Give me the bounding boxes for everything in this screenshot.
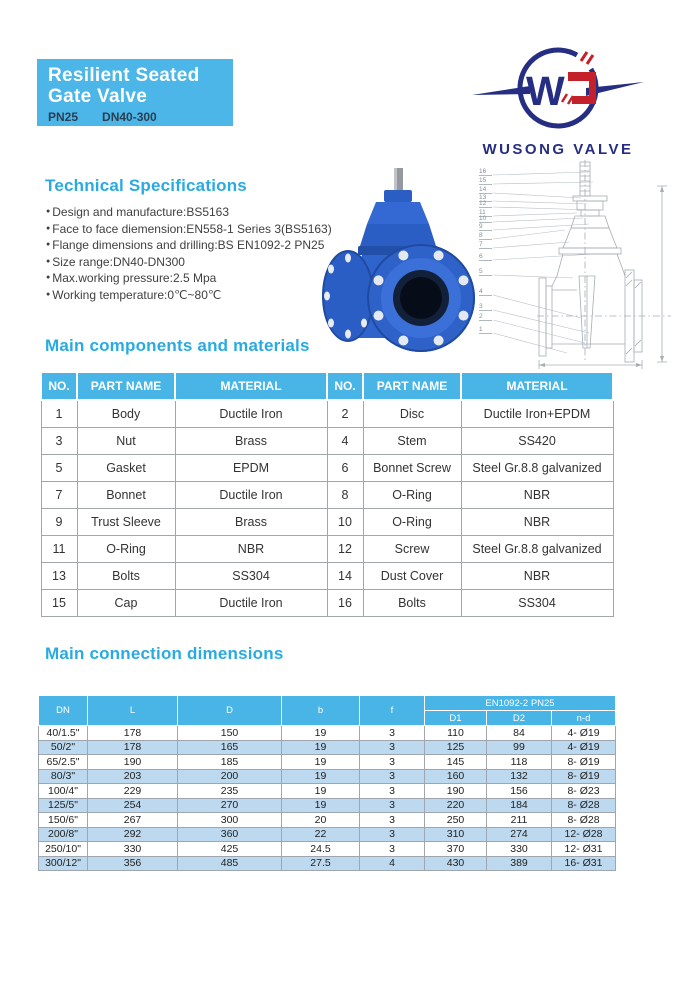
table-cell: 389 (487, 856, 552, 871)
table-cell: 19 (282, 784, 360, 799)
col-material: MATERIAL (175, 372, 327, 400)
table-row (39, 842, 616, 857)
table-cell: 3 (360, 740, 425, 755)
table-cell: 200/8" (39, 827, 88, 842)
table-cell: 184 (487, 798, 552, 813)
valve-photo (318, 166, 480, 358)
table-cell: 190 (425, 784, 487, 799)
table-cell: 99 (487, 740, 552, 755)
col-no: NO. (41, 372, 77, 400)
table-row (39, 798, 616, 813)
table-cell: 1 (41, 400, 77, 428)
table-cell: 4- Ø19 (552, 726, 616, 741)
table-cell: 292 (88, 827, 178, 842)
title-subline (48, 110, 233, 124)
table-cell: Stem (363, 428, 461, 455)
table-cell: Ductile Iron (175, 590, 327, 617)
table-cell: 19 (282, 726, 360, 741)
table-cell: NBR (461, 482, 613, 509)
table-cell: 110 (425, 726, 487, 741)
bullet-dot-icon: ● (46, 241, 51, 248)
table-cell: Body (77, 400, 175, 428)
table-cell: 8- Ø19 (552, 769, 616, 784)
table-cell: 19 (282, 798, 360, 813)
col-part-name: PART NAME (77, 372, 175, 400)
table-cell: 16- Ø31 (552, 856, 616, 871)
table-cell: Bolts (77, 563, 175, 590)
drawing-callout: 6 (479, 253, 492, 261)
table-cell: 7 (41, 482, 77, 509)
dimensions-header-row1 (39, 696, 616, 711)
table-cell: 425 (178, 842, 282, 857)
components-heading: Main components and materials (45, 336, 310, 355)
table-cell: 300/12" (39, 856, 88, 871)
table-cell: Ductile Iron+EPDM (461, 400, 613, 428)
table-cell: 8- Ø28 (552, 798, 616, 813)
table-cell: 16 (327, 590, 363, 617)
spec-bullet (46, 254, 332, 271)
drawing-callout: 3 (479, 303, 492, 311)
col-b: b (282, 696, 360, 726)
table-row (39, 740, 616, 755)
col-part-name: PART NAME (363, 372, 461, 400)
table-cell: 185 (178, 755, 282, 770)
table-cell: 6 (327, 455, 363, 482)
table-cell: Trust Sleeve (77, 509, 175, 536)
table-cell: 156 (487, 784, 552, 799)
table-row (41, 428, 613, 455)
tech-specs-heading: Technical Specifications (45, 176, 247, 195)
drawing-callout: 12 (479, 200, 492, 208)
table-cell: Dust Cover (363, 563, 461, 590)
table-cell: Ductile Iron (175, 400, 327, 428)
table-cell: 15 (41, 590, 77, 617)
table-cell: 118 (487, 755, 552, 770)
svg-text:W: W (526, 68, 563, 114)
table-cell: 3 (360, 726, 425, 741)
drawing-callout: 8 (479, 232, 492, 240)
components-table (40, 371, 614, 617)
table-row (39, 755, 616, 770)
table-cell: 12- Ø28 (552, 827, 616, 842)
logo-mark-icon (468, 38, 648, 135)
brand-name: WUSONG VALVE (482, 141, 634, 158)
table-row (39, 726, 616, 741)
table-cell: Nut (77, 428, 175, 455)
table-row (39, 769, 616, 784)
col-no: NO. (327, 372, 363, 400)
table-cell: 178 (88, 726, 178, 741)
drawing-callout: 9 (479, 223, 492, 231)
drawing-callout: 13 (479, 194, 492, 202)
spec-text: Face to face diemension:EN558-1 Series 3(BS5163) (52, 221, 332, 236)
table-cell: Bonnet Screw (363, 455, 461, 482)
table-cell: 84 (487, 726, 552, 741)
table-cell: 3 (360, 769, 425, 784)
table-cell: O-Ring (77, 536, 175, 563)
drawing-callout: 16 (479, 168, 492, 176)
table-cell: 19 (282, 755, 360, 770)
table-cell: Steel Gr.8.8 galvanized (461, 536, 613, 563)
table-cell: 356 (88, 856, 178, 871)
table-cell: Steel Gr.8.8 galvanized (461, 455, 613, 482)
bullet-dot-icon: ● (46, 290, 51, 298)
table-cell: 220 (425, 798, 487, 813)
title-block (37, 59, 233, 126)
col-d1: D1 (425, 711, 487, 726)
table-cell: 229 (88, 784, 178, 799)
table-cell: 2 (327, 400, 363, 428)
table-cell: 430 (425, 856, 487, 871)
table-cell: 3 (41, 428, 77, 455)
table-cell: 360 (178, 827, 282, 842)
table-cell: SS304 (461, 590, 613, 617)
table-cell: 270 (178, 798, 282, 813)
table-cell: Screw (363, 536, 461, 563)
table-cell: 178 (88, 740, 178, 755)
table-cell: 3 (360, 798, 425, 813)
table-cell: Ductile Iron (175, 482, 327, 509)
drawing-callout: 4 (479, 288, 492, 296)
size-range: DN40-300 (102, 110, 157, 124)
table-cell: 274 (487, 827, 552, 842)
table-cell: 5 (41, 455, 77, 482)
spec-bullet (46, 287, 332, 304)
table-cell: 100/4" (39, 784, 88, 799)
spec-bullet (46, 237, 332, 254)
table-cell: O-Ring (363, 509, 461, 536)
table-cell: 370 (425, 842, 487, 857)
table-cell: 200 (178, 769, 282, 784)
table-cell: 11 (41, 536, 77, 563)
table-cell: O-Ring (363, 482, 461, 509)
drawing-callout: 7 (479, 241, 492, 249)
table-cell: 267 (88, 813, 178, 828)
table-cell: 8 (327, 482, 363, 509)
table-cell: 310 (425, 827, 487, 842)
components-header-row (41, 372, 613, 400)
table-cell: 4 (360, 856, 425, 871)
table-cell: Gasket (77, 455, 175, 482)
table-cell: Disc (363, 400, 461, 428)
table-cell: 50/2" (39, 740, 88, 755)
table-cell: 190 (88, 755, 178, 770)
col-group-en1092: EN1092-2 PN25 (425, 696, 616, 711)
spec-bullet (46, 270, 332, 287)
drawing-callout: 1 (479, 326, 492, 334)
table-cell: 12 (327, 536, 363, 563)
table-row (39, 813, 616, 828)
table-cell: Bonnet (77, 482, 175, 509)
table-cell: 8- Ø23 (552, 784, 616, 799)
table-cell: Bolts (363, 590, 461, 617)
table-row (39, 827, 616, 842)
table-cell: 125/5" (39, 798, 88, 813)
table-cell: NBR (461, 509, 613, 536)
col-f: f (360, 696, 425, 726)
table-cell: SS420 (461, 428, 613, 455)
table-cell: 330 (88, 842, 178, 857)
col-d2: D2 (487, 711, 552, 726)
company-logo (468, 38, 648, 158)
spec-text: Max.working pressure:2.5 Mpa (52, 271, 217, 285)
table-cell: 27.5 (282, 856, 360, 871)
spec-bullet (46, 221, 332, 238)
dimensions-heading: Main connection dimensions (45, 644, 284, 663)
table-cell: 19 (282, 769, 360, 784)
col-l: L (88, 696, 178, 726)
table-cell: 3 (360, 755, 425, 770)
table-cell: 80/3" (39, 769, 88, 784)
table-cell: 235 (178, 784, 282, 799)
table-cell: 254 (88, 798, 178, 813)
table-cell: 40/1.5" (39, 726, 88, 741)
table-cell: 485 (178, 856, 282, 871)
table-cell: SS304 (175, 563, 327, 590)
table-cell: 165 (178, 740, 282, 755)
drawing-callout: 5 (479, 268, 492, 276)
col-d: D (178, 696, 282, 726)
table-cell: 10 (327, 509, 363, 536)
table-row (41, 563, 613, 590)
col-n-d: n-d (552, 711, 616, 726)
table-cell: 9 (41, 509, 77, 536)
spec-text: Flange dimensions and drilling:BS EN1092-2 PN25 (52, 238, 325, 252)
table-cell: 65/2.5" (39, 755, 88, 770)
drawing-callout: 14 (479, 186, 492, 194)
drawing-callout: 2 (479, 313, 492, 321)
spec-list (46, 204, 332, 303)
spec-text: Size range:DN40-DN300 (52, 254, 185, 269)
table-cell: 145 (425, 755, 487, 770)
bullet-dot-icon: ● (46, 208, 51, 215)
table-row (41, 482, 613, 509)
table-cell: 150/6" (39, 813, 88, 828)
table-row (39, 856, 616, 871)
dimensions-table (38, 695, 616, 871)
table-cell: 150 (178, 726, 282, 741)
table-cell: 160 (425, 769, 487, 784)
table-cell: 250 (425, 813, 487, 828)
table-cell: 330 (487, 842, 552, 857)
table-cell: EPDM (175, 455, 327, 482)
table-row (41, 509, 613, 536)
table-cell: NBR (175, 536, 327, 563)
table-cell: 20 (282, 813, 360, 828)
table-row (41, 536, 613, 563)
table-row (39, 784, 616, 799)
drawing-callout: 15 (479, 177, 492, 185)
table-cell: Brass (175, 509, 327, 536)
table-cell: 132 (487, 769, 552, 784)
product-title-line1: Resilient Seated (48, 65, 200, 86)
table-cell: 125 (425, 740, 487, 755)
table-cell: 3 (360, 813, 425, 828)
table-cell: 211 (487, 813, 552, 828)
table-cell: 22 (282, 827, 360, 842)
bullet-dot-icon: ● (46, 274, 51, 281)
table-cell: 19 (282, 740, 360, 755)
spec-bullet (46, 204, 332, 221)
table-cell: 300 (178, 813, 282, 828)
table-cell: 12- Ø31 (552, 842, 616, 857)
bullet-dot-icon: ● (46, 257, 51, 265)
table-cell: 3 (360, 784, 425, 799)
sectional-drawing (477, 158, 675, 370)
table-cell: 13 (41, 563, 77, 590)
table-cell: 3 (360, 827, 425, 842)
drawing-callout: 10 (479, 215, 492, 223)
table-row (41, 455, 613, 482)
product-title-line2: Gate Valve (48, 86, 148, 107)
table-cell: Cap (77, 590, 175, 617)
bullet-dot-icon: ● (46, 224, 51, 232)
table-cell: 8- Ø19 (552, 755, 616, 770)
pressure-rating: PN25 (48, 110, 79, 124)
col-dn: DN (39, 696, 88, 726)
table-row (41, 590, 613, 617)
col-material: MATERIAL (461, 372, 613, 400)
table-cell: 14 (327, 563, 363, 590)
table-cell: Brass (175, 428, 327, 455)
drawing-callout: 11 (479, 209, 492, 217)
table-cell: 250/10" (39, 842, 88, 857)
table-row (41, 400, 613, 428)
table-cell: NBR (461, 563, 613, 590)
table-cell: 203 (88, 769, 178, 784)
spec-text: Design and manufacture:BS5163 (52, 205, 230, 219)
table-cell: 4- Ø19 (552, 740, 616, 755)
table-cell: 8- Ø28 (552, 813, 616, 828)
table-cell: 4 (327, 428, 363, 455)
spec-text: Working temperature:0℃~80℃ (52, 287, 222, 302)
table-cell: 3 (360, 842, 425, 857)
table-cell: 24.5 (282, 842, 360, 857)
